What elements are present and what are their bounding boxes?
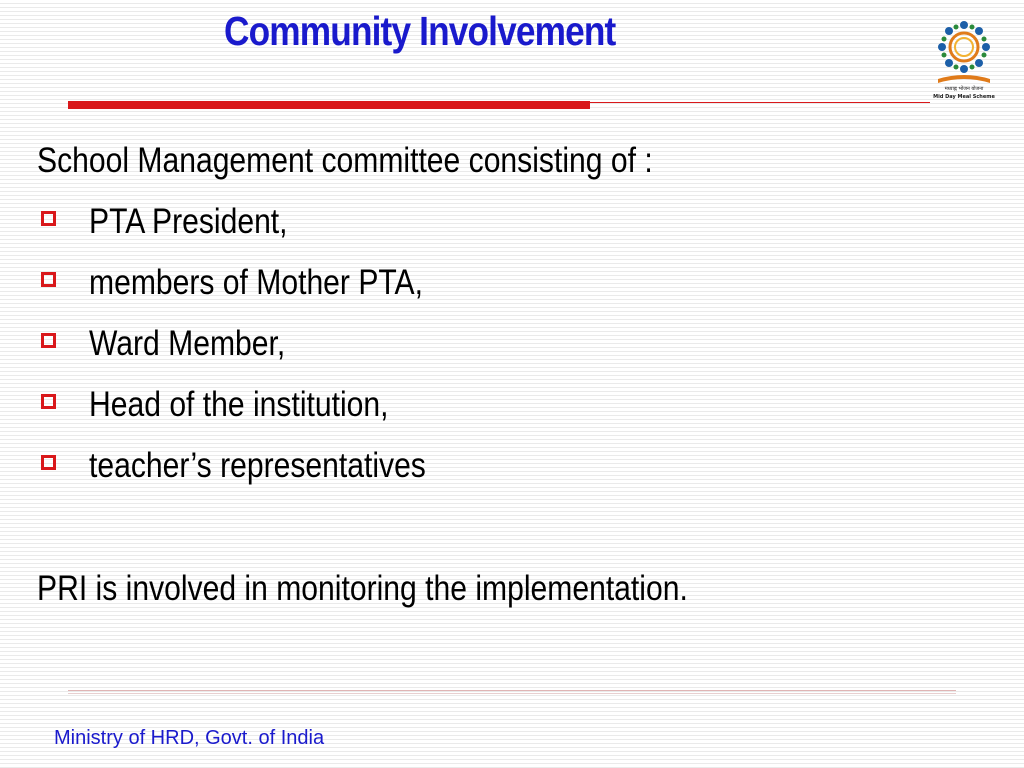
square-bullet-icon [41,333,56,348]
list-item-text: Head of the institution, [89,385,389,424]
square-bullet-icon [41,394,56,409]
list-item [37,374,977,435]
slide-body [37,130,977,619]
logo-text-english: Mid Day Meal Scheme [933,94,995,100]
footer-divider [68,690,956,691]
closing-text: PRI is involved in monitoring the implementation. [37,569,688,608]
slide-title: Community Involvement [224,8,616,54]
committee-members-list [37,191,977,496]
square-bullet-icon [41,272,56,287]
title-underline-thin [590,102,930,103]
square-bullet-icon [41,211,56,226]
list-item-text: PTA President, [89,202,288,241]
list-item-text: Ward Member, [89,324,286,363]
footer-text: Ministry of HRD, Govt. of India [54,727,325,749]
list-item [37,435,977,496]
logo-text-hindi: मध्याह्न भोजन योजना [944,86,984,92]
list-item [37,191,977,252]
footer-divider-secondary [68,693,956,694]
list-item [37,252,977,313]
list-item-text: teacher’s representatives [89,446,426,485]
mid-day-meal-logo-icon [928,17,1000,103]
intro-text: School Management committee consisting of : [37,141,653,180]
list-item-text: members of Mother PTA, [89,263,423,302]
square-bullet-icon [41,455,56,470]
title-underline-thick [68,101,590,109]
spacer [37,496,977,558]
list-item [37,313,977,374]
